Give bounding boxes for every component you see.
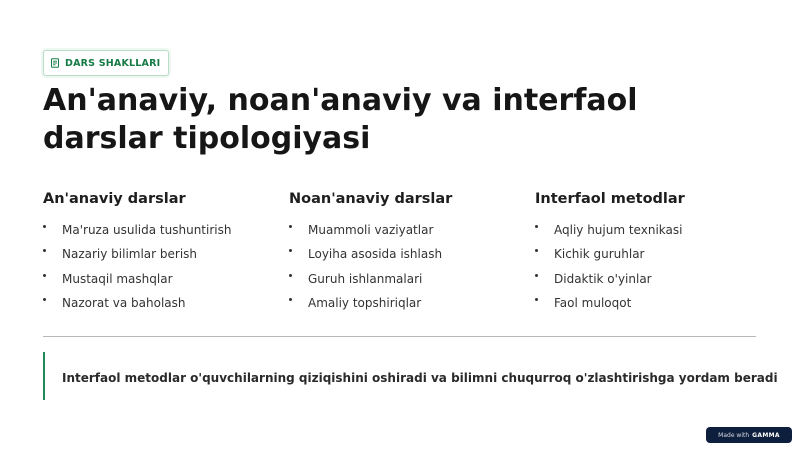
badge-brand: GAMMA xyxy=(752,431,780,439)
column-interactive xyxy=(535,190,765,319)
section-tag-label: DARS SHAKLLARI xyxy=(65,57,161,69)
bullet-icon xyxy=(535,298,538,301)
list-item-text: Guruh ishlanmalari xyxy=(308,271,423,286)
list-item xyxy=(289,246,519,270)
list-item-text: Mustaqil mashqlar xyxy=(62,271,173,286)
callout xyxy=(43,352,778,400)
bullet-icon xyxy=(289,274,292,277)
list-item xyxy=(535,246,765,270)
bullet-icon xyxy=(43,274,46,277)
list-item xyxy=(43,271,273,295)
bullet-icon xyxy=(43,225,46,228)
made-with-gamma-badge[interactable] xyxy=(706,427,792,443)
list-item-text: Didaktik o'yinlar xyxy=(554,271,652,286)
list-item xyxy=(43,295,273,319)
list-item-text: Kichik guruhlar xyxy=(554,247,645,262)
bullet-icon xyxy=(289,298,292,301)
column-heading: Interfaol metodlar xyxy=(535,191,685,207)
list-item xyxy=(535,271,765,295)
list-item-text: Aqliy hujum texnikasi xyxy=(554,223,683,237)
callout-accent-bar xyxy=(43,352,45,400)
list-item-text: Faol muloqot xyxy=(554,295,632,310)
bullet-icon xyxy=(535,249,538,252)
bullet-icon xyxy=(535,225,538,228)
divider xyxy=(43,336,756,337)
list-item-text: Ma'ruza usulida tushuntirish xyxy=(62,223,232,237)
list-item xyxy=(535,222,765,246)
bullet-icon xyxy=(289,225,292,228)
bullet-icon xyxy=(535,274,538,277)
document-icon xyxy=(50,58,60,68)
bullet-list xyxy=(289,222,519,319)
callout-text: Interfaol metodlar o'quvchilarning qiziqishini oshiradi va bilimni chuqurroq o'zlashtirishga yordam beradi xyxy=(62,371,778,385)
bullet-icon xyxy=(43,249,46,252)
list-item-text: Muammoli vaziyatlar xyxy=(308,223,434,237)
list-item xyxy=(43,222,273,246)
column-traditional xyxy=(43,190,273,319)
list-item xyxy=(43,246,273,270)
column-non-traditional xyxy=(289,190,519,319)
bullet-list xyxy=(43,222,273,319)
page-title: An'anaviy, noan'anaviy va interfaol darslar tipologiyasi xyxy=(43,83,638,156)
list-item xyxy=(535,295,765,319)
bullet-icon xyxy=(289,249,292,252)
list-item xyxy=(289,295,519,319)
list-item-text: Loyiha asosida ishlash xyxy=(308,247,443,262)
list-item-text: Amaliy topshiriqlar xyxy=(308,295,422,310)
badge-prefix: Made with xyxy=(718,431,750,439)
list-item xyxy=(289,271,519,295)
column-heading: An'anaviy darslar xyxy=(43,191,186,207)
column-heading: Noan'anaviy darslar xyxy=(289,191,453,207)
bullet-icon xyxy=(43,298,46,301)
list-item-text: Nazorat va baholash xyxy=(62,295,186,310)
bullet-list xyxy=(535,222,765,319)
list-item-text: Nazariy bilimlar berish xyxy=(62,247,198,262)
list-item xyxy=(289,222,519,246)
section-tag xyxy=(43,50,169,76)
